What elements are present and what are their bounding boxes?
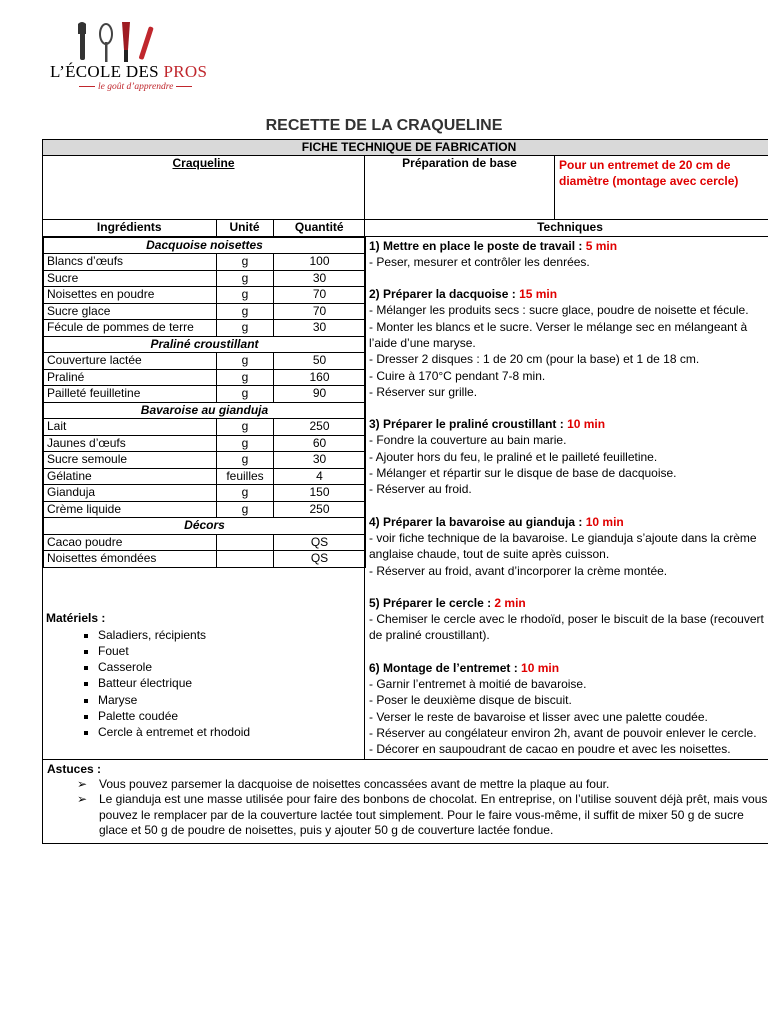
step-time: 10 min — [585, 514, 624, 529]
materiels-label: Matériels : — [46, 610, 106, 625]
ingredient-row — [44, 353, 366, 370]
step-time: 2 min — [494, 595, 526, 610]
ingredient-qty: 150 — [274, 485, 366, 502]
astuce-text: Vous pouvez parsemer la dacquoise de noisettes concassées avant de mettre la plaque au four. — [99, 776, 610, 791]
recipe-name: Craqueline — [43, 156, 365, 220]
ingredient-qty: 100 — [274, 254, 366, 271]
ingredient-name: Sucre semoule — [44, 452, 217, 469]
section-title: Dacquoise noisettes — [44, 237, 366, 254]
logo — [50, 22, 208, 102]
ingredient-name: Lait — [44, 419, 217, 436]
step-line: - Cuire à 170°C pendant 7-8 min. — [369, 368, 546, 383]
col-quantity: Quantité — [294, 220, 344, 234]
logo-tagline: le goût d’apprendre — [76, 82, 195, 92]
ingredient-name: Pailleté feuilletine — [44, 386, 217, 403]
ingredient-qty: 30 — [274, 452, 366, 469]
step-line: - Réserver au froid, avant d’incorporer la crème montée. — [369, 563, 668, 578]
step-time: 15 min — [519, 287, 558, 302]
ingredient-name: Noisettes en poudre — [44, 287, 217, 304]
step-line: - Poser le deuxième disque de biscuit. — [369, 693, 572, 708]
ingredient-qty: 30 — [274, 270, 366, 287]
astuce-item — [47, 792, 768, 839]
recipe-format: Pour un entremet de 20 cm de diamètre (montage avec cercle) — [555, 156, 768, 220]
step-line: - Ajouter hors du feu, le praliné et le pailleté feuilletine. — [369, 449, 658, 464]
step-title-text: 6) Montage de l’entremet : — [369, 660, 522, 675]
arrow-bullet-icon: ➢ — [77, 792, 88, 807]
step-title — [369, 286, 768, 302]
ingredient-row — [44, 386, 366, 403]
ingredient-row — [44, 435, 366, 452]
ingredient-unit — [217, 551, 274, 568]
step-time: 10 min — [567, 417, 606, 432]
ingredient-qty: QS — [274, 534, 366, 551]
ingredient-name: Crème liquide — [44, 501, 217, 518]
ingredient-unit: g — [217, 320, 274, 337]
materiel-item: ▪ Palette coudée — [98, 708, 361, 724]
ingredient-unit: g — [217, 386, 274, 403]
materiels-list — [46, 627, 361, 741]
ingredient-name: Sucre — [44, 270, 217, 287]
page-title: RECETTE DE LA CRAQUELINE — [265, 117, 503, 134]
step-line: - Réserver au congélateur environ 2h, avant de pouvoir enlever le cercle. — [369, 725, 757, 740]
ingredient-name: Gélatine — [44, 468, 217, 485]
materiel-item: ▪ Cercle à entremet et rhodoid — [98, 724, 361, 740]
arrow-bullet-icon: ➢ — [77, 776, 88, 791]
step-title-text: 1) Mettre en place le poste de travail : — [369, 238, 586, 253]
step-line: - Mélanger les produits secs : sucre glace, poudre de noisette et fécule. — [369, 303, 749, 318]
logo-name: L’ÉCOLE DES PROS — [50, 62, 208, 81]
step-gap — [369, 579, 768, 595]
ingredient-row — [44, 452, 366, 469]
ingredients-header — [43, 220, 365, 236]
ingredient-name: Gianduja — [44, 485, 217, 502]
ingredient-unit: g — [217, 369, 274, 386]
col-unit: Unité — [216, 220, 273, 236]
ingredient-unit: g — [217, 254, 274, 271]
step-line: - Décorer en saupoudrant de cacao en poudre et avec les noisettes. — [369, 742, 731, 757]
step-title-text: 4) Préparer la bavaroise au gianduja : — [369, 514, 586, 529]
step-line: - Chemiser le cercle avec le rhodoïd, poser le biscuit de la base (recouvert de praliné croustillant). — [369, 612, 764, 643]
fiche-header: FICHE TECHNIQUE DE FABRICATION — [43, 140, 768, 156]
ingredient-qty: 4 — [274, 468, 366, 485]
section-title: Praliné croustillant — [44, 336, 366, 353]
ingredient-unit — [217, 534, 274, 551]
step-line: - voir fiche technique de la bavaroise. Le gianduja s’ajoute dans la crème anglaise chaude, tout de suite après cuisson. — [369, 530, 757, 562]
col-ingredients: Ingrédients — [96, 220, 162, 234]
step-line: - Fondre la couverture au bain marie. — [369, 433, 567, 448]
step-gap — [369, 270, 768, 286]
col-techniques: Techniques — [365, 220, 768, 237]
ingredient-unit: g — [217, 353, 274, 370]
materiel-item: ▪ Saladiers, récipients — [98, 627, 361, 643]
ingredient-qty: 160 — [274, 369, 366, 386]
ingredient-name: Sucre glace — [44, 303, 217, 320]
step-gap — [369, 644, 768, 660]
materiel-item: ▪ Batteur électrique — [98, 675, 361, 691]
ingredient-row — [44, 270, 366, 287]
ingredient-row — [44, 303, 366, 320]
step-line: - Monter les blancs et le sucre. Verser le mélange sec en mélangeant à l’aide d’une maryse. — [369, 319, 748, 350]
ingredient-unit: g — [217, 270, 274, 287]
ingredient-row — [44, 534, 366, 551]
astuce-item — [47, 777, 768, 793]
ingredient-name: Fécule de pommes de terre — [44, 320, 217, 337]
step-title — [369, 416, 768, 432]
ingredient-qty: 50 — [274, 353, 366, 370]
ingredient-unit: g — [217, 435, 274, 452]
ingredient-row — [44, 485, 366, 502]
step-title-text: 3) Préparer le praliné croustillant : — [369, 417, 568, 432]
ingredient-qty: 90 — [274, 386, 366, 403]
step-title — [369, 514, 768, 530]
step-line: - Dresser 2 disques : 1 de 20 cm (pour la base) et 1 de 18 cm. — [369, 352, 700, 367]
ingredient-unit: g — [217, 303, 274, 320]
techniques-list — [369, 238, 768, 758]
ingredient-row — [44, 501, 366, 518]
ingredient-qty: 60 — [274, 435, 366, 452]
recipe-sheet — [42, 139, 768, 844]
materiel-item: ▪ Casserole — [98, 659, 361, 675]
ingredient-qty: QS — [274, 551, 366, 568]
ingredient-row — [44, 287, 366, 304]
astuces-box — [43, 759, 768, 843]
materiel-item: ▪ Fouet — [98, 643, 361, 659]
section-title: Décors — [44, 518, 366, 535]
ingredient-name: Praliné — [44, 369, 217, 386]
ingredient-name: Cacao poudre — [44, 534, 217, 551]
ingredient-qty: 250 — [274, 501, 366, 518]
step-line: - Garnir l’entremet à moitié de bavaroise. — [369, 677, 587, 692]
astuces-label: Astuces : — [47, 761, 102, 776]
step-line: - Peser, mesurer et contrôler les denrées. — [369, 254, 590, 269]
ingredient-row — [44, 369, 366, 386]
ingredient-qty: 30 — [274, 320, 366, 337]
ingredient-qty: 70 — [274, 303, 366, 320]
ingredient-unit: g — [217, 452, 274, 469]
ingredient-row — [44, 551, 366, 568]
step-gap — [369, 400, 768, 416]
ingredient-name: Jaunes d’œufs — [44, 435, 217, 452]
ingredient-unit: g — [217, 419, 274, 436]
step-line: - Verser le reste de bavaroise et lisser avec une palette coudée. — [369, 709, 708, 724]
section-title: Bavaroise au gianduja — [44, 402, 366, 419]
step-title — [369, 238, 768, 254]
ingredient-row — [44, 419, 366, 436]
ingredients-table — [43, 237, 366, 568]
ingredient-qty: 250 — [274, 419, 366, 436]
ingredient-name: Blancs d’œufs — [44, 254, 217, 271]
step-gap — [369, 498, 768, 514]
ingredient-row — [44, 468, 366, 485]
materiel-item: ▪ Maryse — [98, 692, 361, 708]
ingredient-row — [44, 320, 366, 337]
ingredient-row — [44, 254, 366, 271]
kitchen-utensils-icon — [70, 22, 180, 64]
ingredient-qty: 70 — [274, 287, 366, 304]
step-time: 10 min — [521, 660, 560, 675]
ingredient-unit: g — [217, 501, 274, 518]
step-title-text: 2) Préparer la dacquoise : — [369, 287, 520, 302]
ingredient-unit: feuilles — [217, 468, 274, 485]
ingredient-name: Couverture lactée — [44, 353, 217, 370]
step-title — [369, 595, 768, 611]
ingredient-name: Noisettes émondées — [44, 551, 217, 568]
ingredient-unit: g — [217, 287, 274, 304]
step-title-text: 5) Préparer le cercle : — [369, 595, 495, 610]
step-time: 5 min — [585, 238, 618, 253]
step-line: - Réserver sur grille. — [369, 384, 478, 399]
step-line: - Réserver au froid. — [369, 482, 472, 497]
step-title — [369, 660, 768, 676]
preparation-label: Préparation de base — [365, 156, 555, 220]
ingredient-unit: g — [217, 485, 274, 502]
step-line: - Mélanger et répartir sur le disque de base de dacquoise. — [369, 466, 677, 481]
astuce-text: Le gianduja est une masse utilisée pour faire des bonbons de chocolat. En entreprise, on l’utilise souvent déjà prêt, mais vous pouvez le remplacer par de la couverture lactée tout simplement. Pour le faire vous-même, il suffit de mixer 50 g de sucre glace et 50 g de poudre de noisettes, puis y ajouter 50 g de couverture lactée fondue. — [99, 792, 768, 838]
